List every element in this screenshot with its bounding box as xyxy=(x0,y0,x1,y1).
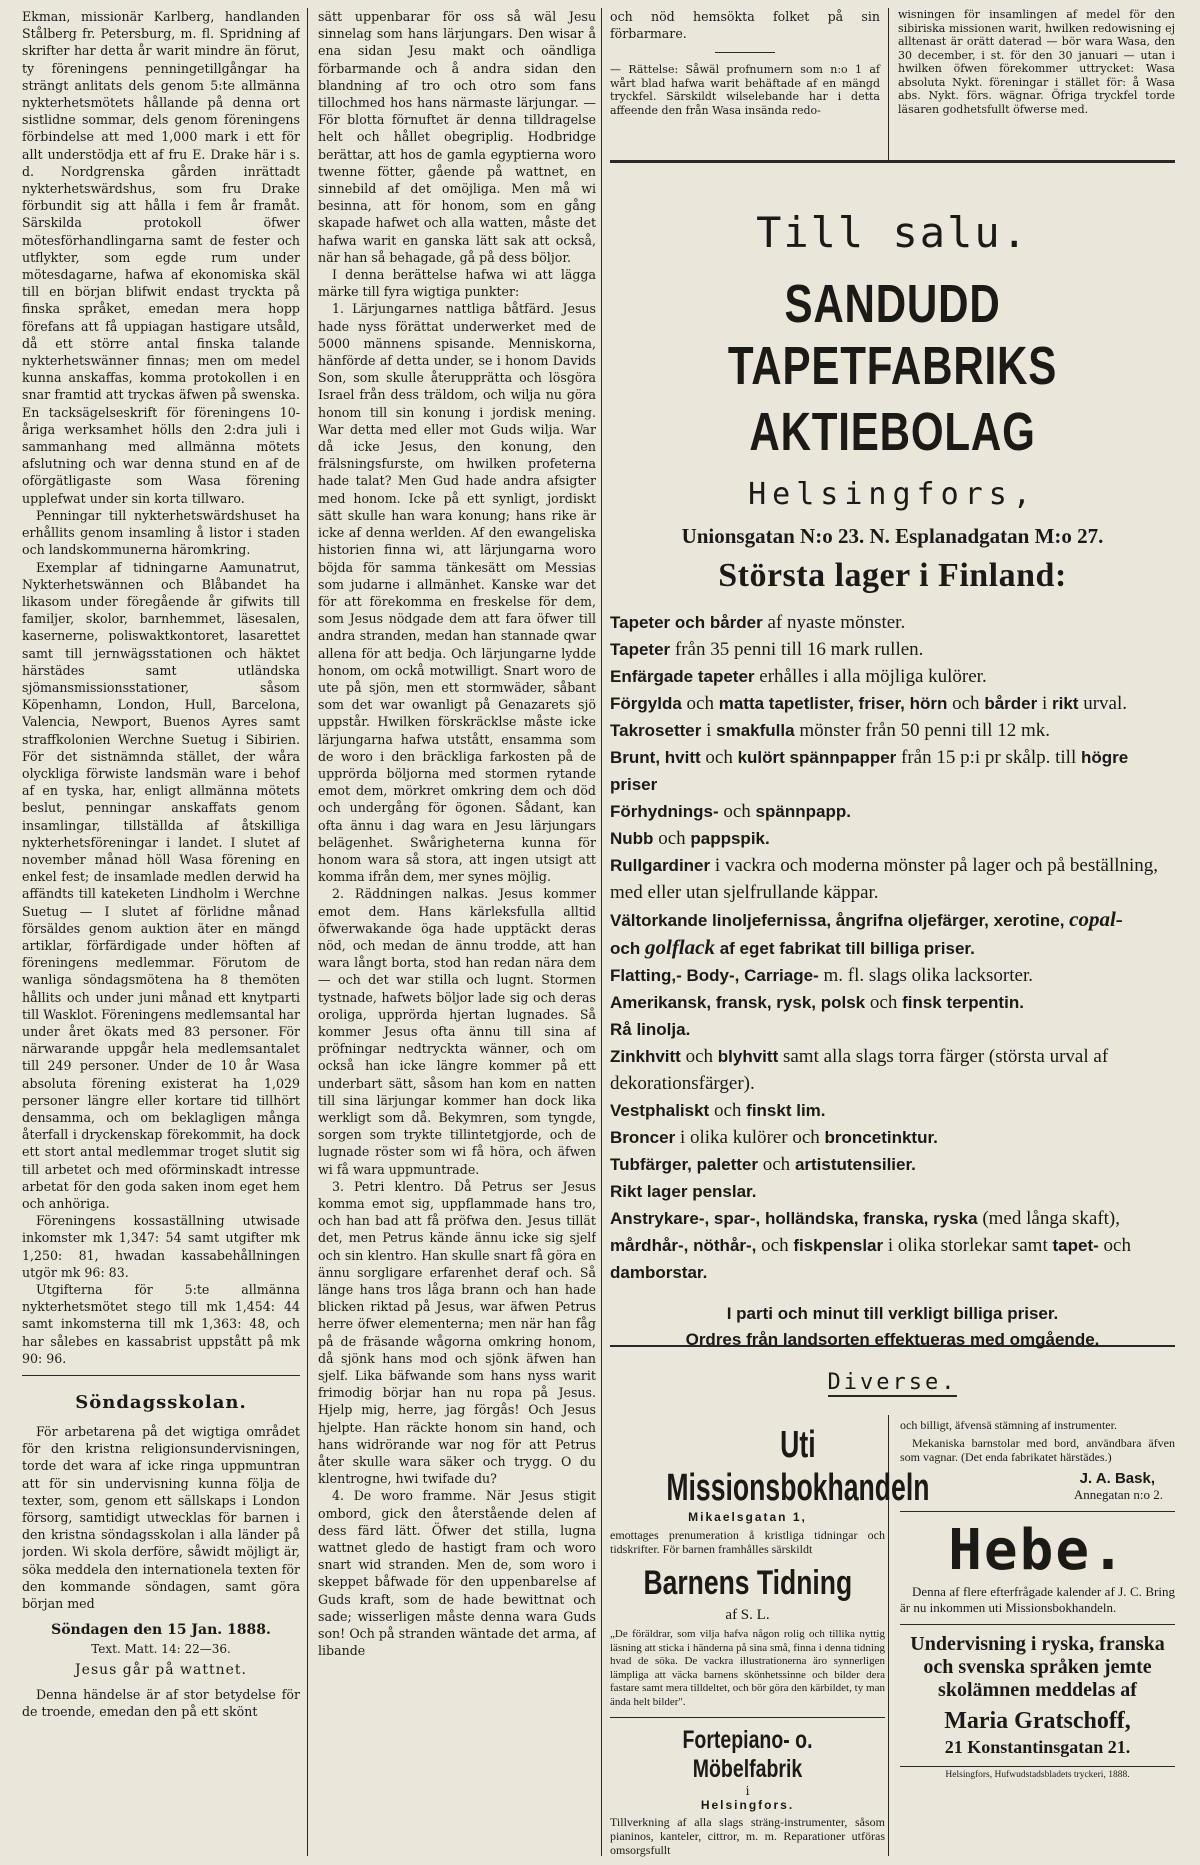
product-text: och xyxy=(680,1046,718,1067)
product-text: och xyxy=(758,1154,795,1175)
product-item xyxy=(610,906,1175,934)
product-bold-text: af eget fabrikat till billiga priser. xyxy=(719,939,975,958)
product-item xyxy=(610,1205,1175,1286)
notice-left xyxy=(610,8,880,117)
product-item xyxy=(610,744,1175,798)
product-item xyxy=(610,989,1175,1016)
product-text: i xyxy=(701,720,717,741)
product-bold-text: broncetinktur. xyxy=(824,1128,938,1147)
product-text: och xyxy=(653,828,691,849)
company-name xyxy=(610,273,1175,397)
product-item xyxy=(610,690,1175,717)
product-item xyxy=(610,852,1175,906)
largest-stock-heading: Största lager i Finland: xyxy=(718,557,1067,594)
column-rule-1 xyxy=(307,8,308,1856)
product-bold-text: Vestphaliskt xyxy=(610,1101,710,1120)
maria-name: Maria Gratschoff, xyxy=(944,1708,1131,1734)
missions-address: Mikaelsgatan 1, xyxy=(688,1510,807,1524)
section-title: Söndagsskolan. xyxy=(75,1392,247,1414)
divider xyxy=(900,1511,1175,1512)
product-bold-text: pappspik. xyxy=(690,829,770,848)
product-bold-text: Amerikansk, fransk, rysk, polsk xyxy=(610,993,866,1012)
barnens-author: af S. L. xyxy=(725,1607,770,1623)
product-text: mönster från 50 penni till 12 mk. xyxy=(794,720,1050,741)
product-text: i olika kulörer och xyxy=(675,1127,825,1148)
product-item xyxy=(610,1016,1175,1043)
product-bold-text: Tubfärger, paletter xyxy=(610,1155,758,1174)
product-item xyxy=(610,798,1175,825)
fortepiano-i: i xyxy=(745,1784,750,1798)
product-text: och xyxy=(700,747,738,768)
paragraph: 4. De woro framme. När Jesus stigit ombord, gick den återstående delen af dess färd lätt. Öfwer det stilla, lugna wattnet gledo de hastigt fram och woro snart wid stranden. Men de, som woro i skeppet båfwade för den uppenbarelse af Guds kraft, som de hade bewittnat och sade; wisserligen måste denna wara Guds son! Och på stranden wäntade det arma, af libande xyxy=(318,1488,596,1659)
product-bold-text: Vältorkande linoljefernissa, ångrifna oljefärger, xerotine, xyxy=(610,911,1065,930)
paragraph: 3. Petri klentro. Då Petrus ser Jesus komma emot sig, uppflammade hans tro, och han bad att få pröfwa den. Jesus tillät det, men Petrus kände ännu icke sig sjelf och sin klentro. Han skulle snart få göra en ännu sorgligare erfarenhet deraf och. Så länge hans tros låga brann och han hade blicken riktad på Jesus, war äfwen Petrus herre öfwer elementerna; men när han fåg på de fräsande wågorna omkring honom, då sjönk hans mod och sjönk äfwen han sjelf. Lika bäfwande som hans nyss warit frimodig börjar han nu ropa på Jesus. Hjelp mig, herre, jag förgås! Och Jesus hjelpte. Han räckte honom sin hand, och hans widrörande war nog för att Petrus åter skulle wara säker och trygg. O du klentrogne, hwi twifade du? xyxy=(318,1178,596,1487)
product-text: i xyxy=(1037,693,1053,714)
product-bold-text: copal- xyxy=(1069,907,1123,931)
product-bold-text: Förgylda xyxy=(610,694,682,713)
product-bold-text: Broncer xyxy=(610,1128,676,1147)
paragraph: Föreningens kossaställning utwisade inkomster mk 1,347: 54 samt utgifter mk 1,250: 81, hwadan kassabehållningen utgör mk 96: 83. xyxy=(22,1213,300,1280)
product-bold-text: Rullgardiner xyxy=(610,856,711,875)
product-text: och xyxy=(681,693,719,714)
fortepiano-text: Tillverkning af alla slags sträng-instrumenter, såsom pianinos, kanteler, cittror, m. m. Reparationer utföras omsorgsfullt xyxy=(610,1815,885,1857)
fortepiano-title: Fortepiano- o. Möbelfabrik xyxy=(682,1726,813,1783)
fortepiano-city: Helsingfors. xyxy=(700,1798,795,1812)
product-bold-text: Tapeter och bårder xyxy=(610,613,763,632)
divider xyxy=(900,1766,1175,1767)
correction-notice: — Rättelse: Såwäl profnumern som n:o 1 af wårt blad hafwa warit behäftade af en mängd tryckfel. Särskildt wilselebande har i detta affeende den från Wasa insända redo- xyxy=(610,63,880,117)
product-bold-text: Brunt, hvitt xyxy=(610,748,701,767)
paragraph: 2. Räddningen nalkas. Jesus kommer emot dem. Hans kärleksfulla alltid öfwerwakande öga hade upptäckt deras nöd, och medan de ännu trodde, att han wara långt borta, stod han redan nära dem — och det war stilla och lugnt. Stormen tystnade, hafwets böljor lade sig och deras oroliga, upprörda hjertan lugnades. Så kommer Jesus ofta ännu till sina af pröfningar nedtryckta wänner, och om också han icke längre kommer på ett underbart sätt, såsom han kom en natten till sina lärjungar kommer han dock lika werkligt som då. Bekymren, som tyngde, sorgen som trykte tillintetgjorde, och de lugnade röster som wi få höra, och äfwen wi få wara uppmuntrade. xyxy=(318,886,596,1177)
company-line-2: AKTIEBOLAG xyxy=(749,402,1036,462)
product-bold-text: Enfärgade tapeter xyxy=(610,667,755,686)
company-name-2 xyxy=(610,401,1175,463)
company-line-1: SANDUDD TAPETFABRIKS xyxy=(727,274,1058,396)
product-item xyxy=(610,1043,1175,1097)
product-bold-text: tapet- xyxy=(1052,1236,1099,1255)
diverse-title: Diverse. xyxy=(827,1370,958,1395)
product-item xyxy=(610,1178,1175,1205)
product-bold-text: finskt lim. xyxy=(746,1101,826,1120)
product-bold-text: spännpapp. xyxy=(755,802,851,821)
product-bold-text: Flatting,- Body-, Carriage- xyxy=(610,966,819,985)
text-reference: Text. Matt. 14: 22—36. xyxy=(91,1642,231,1657)
paragraph: I denna berättelse hafwa wi att lägga märke till fyra wigtiga punkter: xyxy=(318,267,596,300)
product-item xyxy=(610,1151,1175,1178)
city-heading: Helsingfors, xyxy=(748,477,1037,512)
barnens-tidning-title: Barnens Tidning xyxy=(643,1564,852,1602)
product-bold-text: mårdhår-, nöthår-, xyxy=(610,1236,757,1255)
product-text: och xyxy=(947,693,985,714)
product-item xyxy=(610,934,1175,962)
product-item xyxy=(610,1097,1175,1124)
product-bold-text: finsk terpentin. xyxy=(902,993,1024,1012)
bask-text-1: och billigt, äfvensä stämning af instrumenter. xyxy=(900,1418,1117,1432)
product-bold-text: Takrosetter xyxy=(610,721,702,740)
paragraph: Penningar till nykterhetswärdshuset ha erhållits genom insamling å listor i staden och landskommunerna häromkring. xyxy=(22,507,300,558)
product-text: samt alla slags torra färger (största urval af dekorationsfärger). xyxy=(610,1046,1109,1094)
missions-title: Uti Missionsbokhandeln xyxy=(666,1424,930,1509)
till-salu-heading: Till salu. xyxy=(756,208,1029,257)
product-text: (med långa skaft), xyxy=(977,1208,1121,1229)
product-bold-text: och xyxy=(610,939,641,958)
divider xyxy=(610,1717,885,1718)
paragraph: Utgifterna för 5:te allmänna nykterhetsmötet stego till mk 1,454: 44 samt inkomsterna till mk 1,363: 48, och har sålebes en kassabrist uppstått på mk 90: 96. xyxy=(22,1282,300,1366)
printer-line: Helsingfors, Hufwudstadsbladets tryckeri, 1888. xyxy=(945,1770,1130,1780)
maria-address: 21 Konstantinsgatan 21. xyxy=(944,1737,1131,1757)
bask-text-2: Mekaniska barnstolar med bord, användbara äfven som vagnar. (Det enda fabrikatet härstädes.) xyxy=(900,1436,1175,1464)
product-bold-text: matta tapetlister, friser, hörn xyxy=(718,694,948,713)
hebe-heading: Hebe. xyxy=(948,1518,1127,1583)
date-line: Söndagen den 15 Jan. 1888. xyxy=(51,1622,271,1639)
barnens-quote: „De föräldrar, som vilja hafva någon rolig och tillika nyttig läsning att sticka i händerna på sina små, finna i denna tidning hvad de söka. De vackra illustrationerna äro synnerligen lämpliga att väcka barnens skönhetssinne och bilder dera fastare samt mera tilldeltet, och bör göra den kärbildet, ty man ända helt bilder". xyxy=(610,1628,885,1708)
ordres-line: Ordres från landsorten effektueras med omgående. xyxy=(685,1330,1100,1349)
product-item xyxy=(610,1124,1175,1151)
product-bold-text: smakfulla xyxy=(716,721,795,740)
product-bold-text: Förhydnings- xyxy=(610,802,719,821)
product-text: i olika storlekar samt xyxy=(883,1235,1053,1256)
product-text: och xyxy=(1098,1235,1131,1256)
product-bold-text: fiskpenslar xyxy=(793,1236,884,1255)
product-list xyxy=(610,609,1175,1286)
column-rule-2 xyxy=(601,8,602,1856)
divider xyxy=(900,1624,1175,1625)
divider xyxy=(715,52,775,53)
column-1 xyxy=(22,8,300,1858)
bask-address: Annegatan n:o 2. xyxy=(1073,1487,1163,1502)
product-bold-text: bårder xyxy=(984,694,1038,713)
product-text: från 15 p:i pr skålp. till xyxy=(896,747,1081,768)
column-3 xyxy=(610,8,1175,1858)
product-text: och xyxy=(756,1235,794,1256)
product-bold-text: kulört spännpapper xyxy=(737,748,897,767)
product-bold-text: artistutensilier. xyxy=(794,1155,916,1174)
product-text: urval. xyxy=(1078,693,1128,714)
product-bold-text: Zinkhvitt xyxy=(610,1047,681,1066)
divider xyxy=(22,1375,300,1376)
product-bold-text: damborstar. xyxy=(610,1263,708,1282)
diverse-heading xyxy=(610,1370,1175,1395)
product-bold-text: Rikt lager penslar. xyxy=(610,1182,757,1201)
product-item xyxy=(610,636,1175,663)
notice-right xyxy=(898,8,1175,116)
missions-ad xyxy=(610,1418,930,1857)
right-ads xyxy=(900,1418,1175,1780)
product-text: m. fl. slags olika lacksorter. xyxy=(818,965,1033,986)
column-2 xyxy=(318,8,596,1858)
product-bold-text: rikt xyxy=(1052,694,1079,713)
paragraph: 1. Lärjungarnes nattliga båtfärd. Jesus hade nyss förättat underwerket med de 5000 männens spisande. Menniskorna, hänförde af detta under, se i honom Davids Son, som skulle återupprätta och lösgöra Israel från dess träldom, och wilja nu göra honom till sin konung i jordisk mening. War detta med eller mot Guds wilja. War då icke Jesus, den konung, den frälsningsfurste, om hwilken profeterna hade talat? Men Gud hade andra afsigter med honom. Icke på ett synligt, jordiskt sätt skulle han wara konung; hans rike är icke af denna werlden. Af den ewangeliska historien finna wi, att lärjungarna woro böjda för samma tänkesätt om Messias som judarne i allmänhet. Kanske war det för att förekomma en freskelse för dem, som Jesus nödgade dem att fara öfwer till andra stranden, medan han stannade qwar allena för att bedja. Och lärjungarne lydde honom, om ockå motwilligt. Snart woro de ute på sjön, men ett stormwäder, såbant som det war owanligt på Genazarets sjö uppstår. Hwilken förskräcklse måste icke lärjungarna hafwa utstått, ensamma som de woro i den bräckliga farkosten på de upprörda böljorna med stormen rytande emot dem, mörkret omkring dem och död och undergång för ögonen. Sådant, kan ofta ännu i dag wara en Jesu lärjungars belägenhet. Swårigheterna kunna för honom wara så stora, att ingen utsigt att komma ifrån dem, mer synes möjlig. xyxy=(318,301,596,885)
product-text: och xyxy=(718,801,756,822)
product-item xyxy=(610,663,1175,690)
paragraph: och nöd hemsökta folket på sin förbarmare. xyxy=(610,9,880,41)
product-bold-text: Nubb xyxy=(610,829,654,848)
product-text: och xyxy=(709,1100,747,1121)
product-item xyxy=(610,962,1175,989)
paragraph: Denna händelse är af stor betydelse för de troende, emedan den på ett skönt xyxy=(22,1687,300,1720)
product-item xyxy=(610,609,1175,636)
product-text: erhålles i alla möjliga kulörer. xyxy=(754,666,987,687)
product-item xyxy=(610,717,1175,744)
product-bold-text: Anstrykare-, spar-, holländska, franska, ryska xyxy=(610,1209,978,1228)
paragraph: Ekman, missionär Karlberg, handlanden Stålberg fr. Petersburg, m. fl. Spridning af skrifter har detta år warit mindre än förut, ty föreningens penningetillgångar ha strängt anlitats dels genom 5:te allmänna nykterhetsmötets hållande på denna ort sistlidne sommar, dels genom föreningens förbindelse att med 1,000 mark i ett för allt understödja ett af fru E. Drake här i s. d. Nordgrenska gården inrättadt nykterhetswärdshus, som fru Drake förbundit sig att hålla i fem år framåt. Särskilda protokoll öfwer mötesförhandlingarna samt de fester och utflykter, som egde rum under mötesdagarne, hafwa af ekonomiska skäl till en början blifwit endast tryckta på finska språket, emedan mera hopp förefans att få uppiagan hastigare utsåld, då ett större antal finska talande nykterhetswänner finnas; men om medel kunna anskaffas, komma protokollen i en snar framtid att tryckas äfwen på swenska. En tacksägelseskrift för föreningens 10-åriga werksamhet hölls den 2:dra juli i sammanhang med allmänna mötets afslutning och war denna stund en af de oförgätligaste som Wasa förening upplefwat under sin korta tillwaro. xyxy=(22,9,300,506)
address: Unionsgatan N:o 23. N. Esplanadgatan M:o 27. xyxy=(681,524,1104,548)
product-text: i vackra och moderna mönster på lager och på beställning, med eller utan sjelfrullande käppar. xyxy=(610,855,1159,903)
product-bold-text: högre priser xyxy=(610,748,1129,794)
parti-line: I parti och minut till verkligt billiga priser. xyxy=(726,1304,1059,1323)
hebe-text: Denna af flere efterfrågade kalender af J. C. Bring är nu inkommen uti Missionsbokhandeln. xyxy=(900,1584,1175,1615)
product-text: och xyxy=(865,992,903,1013)
paragraph: sätt uppenbarar för oss så wäl Jesu sinnelag som hans lärjungars. Den wisar å ena sidan Jesu makt och oändliga förbarmande och å andra sidan den blandning af tro och otro som fans tillochmed hos hans närmaste lärjungar. — För blotta förnuftet är denna tilldragelse helt och hållet obegriplig. Hodbridge berättar, att hos de gamla egyptierna woro twenne fötter, gående på wattnet, en sinnebild af det omöjliga. Men må wi besinna, att för honom, som en gång skapade hafwet och alla watten, måste det hafwa warit en ganska lätt sak att också, när han så behagade, gå på dess böljor. xyxy=(318,9,596,265)
undervisning-text: Undervisning i ryska, franska och svenska språken jemte skolämnen meddelas af xyxy=(910,1633,1165,1701)
product-item xyxy=(610,825,1175,852)
product-bold-text: Rå linolja. xyxy=(610,1020,691,1039)
missions-text: emottages prenumeration å kristliga tidningar och tidskrifter. För barnen framhålles särskildt xyxy=(610,1528,885,1556)
paragraph: wisningen för insamlingen af medel för den sibiriska missionen warit, hwilken redowisning ej alltenast är orätt daterad — bör wara Wasa, den 30 december, i st. för den 30 januari — utan i hwilken öfwen förekommer uttrycket: Wasa absoluta Nykt. föreningar i stället för: å Wasa abs. Nykt. förs. wägnar. Öfriga tryckfel torde läsaren godhetsfullt öfwerse med. xyxy=(898,8,1175,116)
product-text: från 35 penni till 16 mark rullen. xyxy=(670,639,924,660)
paragraph: Exemplar af tidningarne Aamunatrut, Nykterhetswännen och Blåbandet ha likasom under föregående år gifwits till familjer, skolor, barnhemmet, läsesalen, kasernerne, poliswaktkontoret, lasarettet samt till jernwägsstationen och häktet härstädes samt utländska sjömansmissionsstationer, såsom Köpenhamn, London, Hull, Barcelona, Valencia, Newport, Buenos Ayres samt straffkolonien Werchne Suetug i Sibirien. För det sistnämnda stället, der wåra olyckliga förwiste landsmän ware i behof af en tyska, har, enligt allmänna mötets beslut, penningar anskaffats genom insamlingar, tillställda af åtskilliga nykterhetsföreningar i landet. I slutet af november månad höll Wasa förening en enkel fest; de insamlade medlen derwid ha affändts till kateketen Lindholm i Werchne Suetug — I slutet af förlidne månad försäldes genom auktion äter en mängd artiklar, förfärdigade under höften af föreningens medlemmar. Förutom de wanliga söndagsmötena ha 8 themöten hållits och under juni månad ett knytparti till Wasklot. Föreningens medlemsantal har under året ökats med 83 personer. För närwarande uppgår hela medlemsantalet till 249 personer. Under de 10 år Wasa absoluta förening existerat ha 1,029 personer längre eller kortare tid tillhört densamma, och om beklagligen många återfall i dryckenskap förekommit, ha dock ett stort antal medlemmar troget slutit sig till arbetet och med oförminskadt intresse arbetat för den goda saken inom eget hem och anhöriga. xyxy=(22,559,300,1212)
product-bold-text: golflack xyxy=(644,935,715,959)
product-bold-text: Tapeter xyxy=(610,640,671,659)
product-bold-text: blyhvitt xyxy=(717,1047,779,1066)
tapetfabrik-ad xyxy=(610,208,1175,1350)
product-text: af nyaste mönster. xyxy=(762,612,906,633)
paragraph: För arbetarena på det wigtiga området för den kristna religionsundervisningen, torde det wara af icke ringa uppmuntran att för sin undervisning kunna följa de texter, som, genom ett sällskaps i London försorg, samtidigt utwecklas för barnen i den kristna söndagsskolan i alla länder på jorden. Wi skola derföre, såwidt möjligt är, söka meddela den internationela texten för den kommande söndagen, samt göra början med xyxy=(22,1424,300,1612)
sermon-title: Jesus går på wattnet. xyxy=(75,1662,247,1679)
bask-name: J. A. Bask, xyxy=(1079,1470,1155,1487)
